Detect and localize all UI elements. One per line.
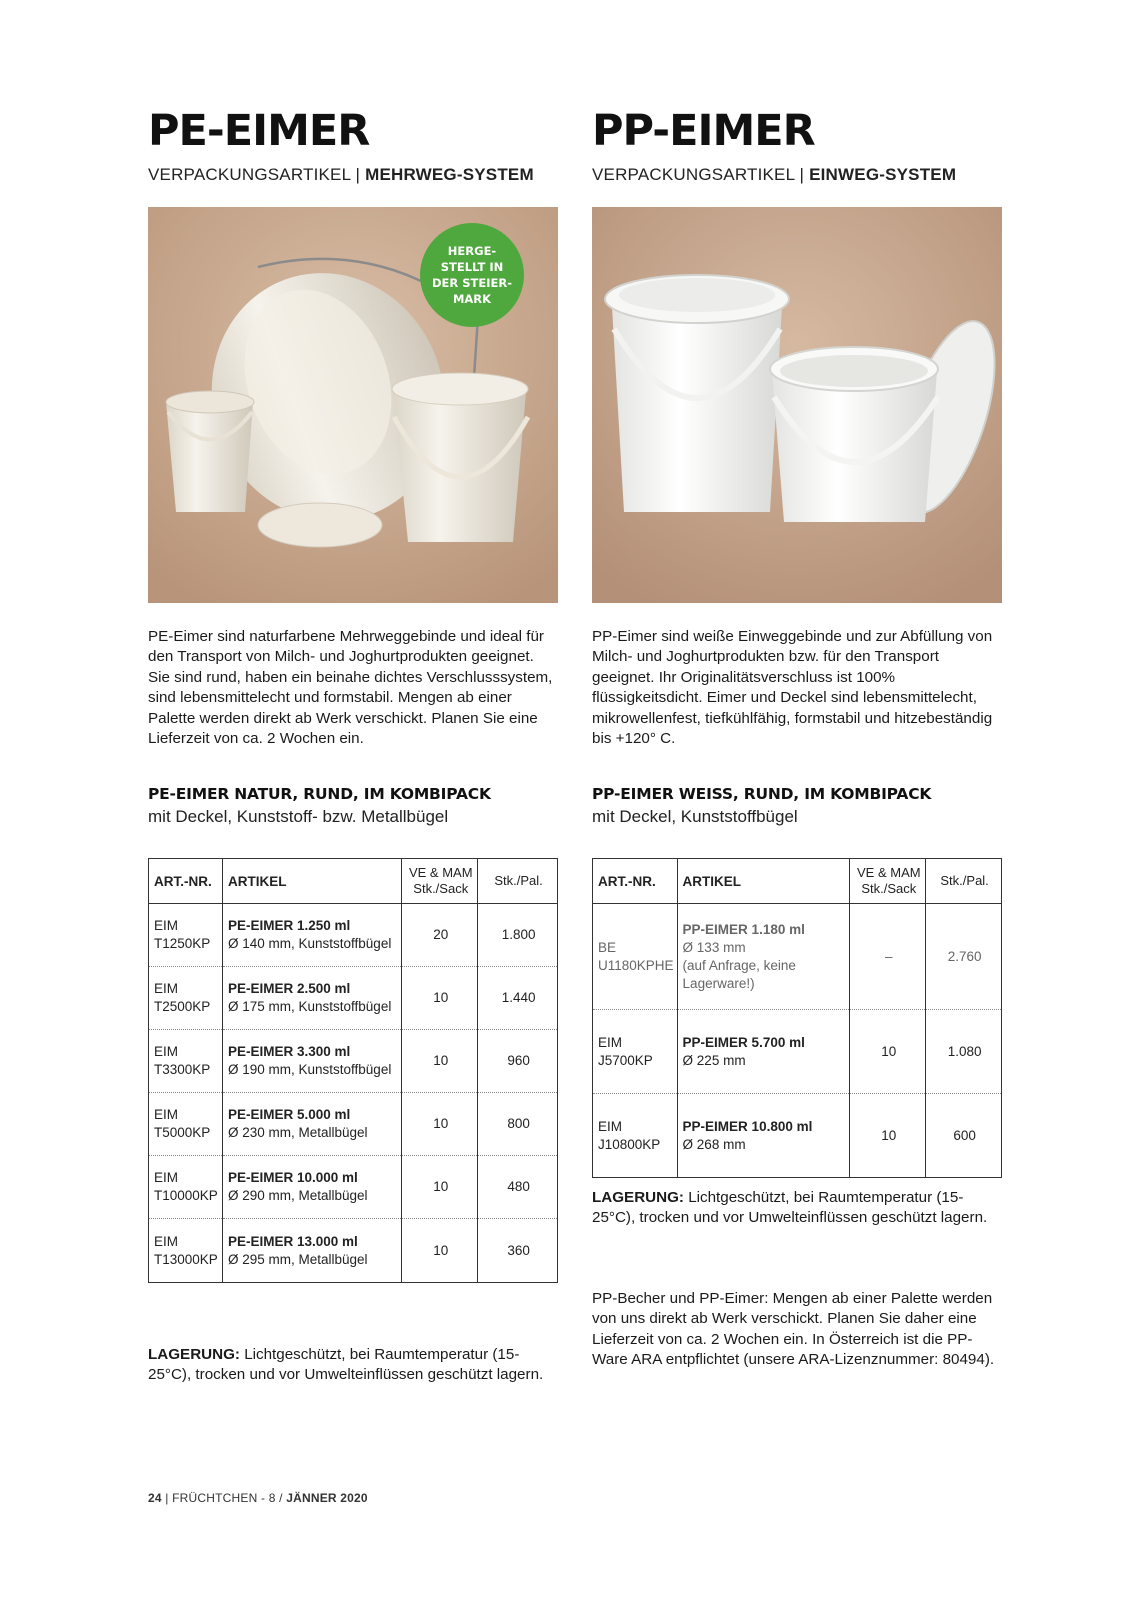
cell-ve: 10 bbox=[402, 1156, 478, 1219]
cell-artikel: PP-EIMER 5.700 ml Ø 225 mm bbox=[677, 1010, 850, 1094]
pe-storage-note: LAGERUNG: Lichtgeschützt, bei Raumtemperatur (15-25°C), trocken und vor Umwelteinflüssen geschützt lagern. bbox=[148, 1346, 544, 1384]
badge-line: MARK bbox=[452, 292, 492, 306]
col-header-art: ART.-NR. bbox=[593, 859, 678, 904]
table-header-row bbox=[593, 859, 1002, 904]
cell-ve: 10 bbox=[402, 967, 478, 1030]
table-row bbox=[149, 904, 558, 967]
table-header-row bbox=[149, 859, 558, 904]
cell-pal: 1.080 bbox=[926, 1010, 1002, 1094]
badge-line: DER STEIER- bbox=[431, 276, 512, 290]
pe-eimer-photo bbox=[148, 207, 558, 603]
cell-pal: 800 bbox=[478, 1093, 558, 1156]
cell-art: EIM T10000KP bbox=[149, 1156, 223, 1219]
pp-product-title: PP-EIMER WEISS, RUND, IM KOMBIPACK bbox=[592, 785, 932, 803]
pe-product-title: PE-EIMER NATUR, RUND, IM KOMBIPACK bbox=[148, 785, 491, 803]
cell-pal: 600 bbox=[926, 1094, 1002, 1178]
badge-line: HERGE- bbox=[447, 244, 497, 258]
table-row bbox=[149, 1219, 558, 1283]
cell-pal: 960 bbox=[478, 1030, 558, 1093]
cell-art: EIM T3300KP bbox=[149, 1030, 223, 1093]
pe-eimer-title: PE-EIMER bbox=[148, 106, 370, 156]
cell-pal: 1.800 bbox=[478, 904, 558, 967]
pp-eimer-subtitle bbox=[592, 165, 1002, 189]
table-row bbox=[593, 904, 1002, 1010]
cell-art: EIM T5000KP bbox=[149, 1093, 223, 1156]
subtitle-bold: MEHRWEG-SYSTEM bbox=[365, 165, 534, 184]
pp-eimer-photo bbox=[592, 207, 1002, 603]
page-number: 24 bbox=[148, 1491, 162, 1505]
subtitle-prefix: VERPACKUNGSARTIKEL | bbox=[592, 165, 810, 184]
issue-date: JÄNNER 2020 bbox=[286, 1491, 368, 1505]
cell-art: BE U1180KPHE bbox=[593, 904, 678, 1010]
cell-art: EIM T2500KP bbox=[149, 967, 223, 1030]
pe-product-subtitle: mit Deckel, Kunststoff- bzw. Metallbügel bbox=[148, 807, 449, 826]
col-header-pal: Stk./Pal. bbox=[478, 859, 558, 904]
cell-artikel: PE-EIMER 5.000 ml Ø 230 mm, Metallbügel bbox=[222, 1093, 401, 1156]
table-row bbox=[149, 1156, 558, 1219]
cell-art: EIM T13000KP bbox=[149, 1219, 223, 1283]
pe-eimer-subtitle bbox=[148, 165, 558, 189]
magazine-name: FRÜCHTCHEN - 8 / bbox=[172, 1491, 287, 1505]
cell-artikel: PE-EIMER 10.000 ml Ø 290 mm, Metallbügel bbox=[222, 1156, 401, 1219]
cell-art: EIM J5700KP bbox=[593, 1010, 678, 1094]
col-header-ve: VE & MAM Stk./Sack bbox=[402, 859, 478, 904]
subtitle-prefix: VERPACKUNGSARTIKEL | bbox=[148, 165, 366, 184]
pp-buckets-illustration bbox=[592, 207, 1002, 603]
pp-storage-note: LAGERUNG: Lichtgeschützt, bei Raumtemperatur (15-25°C), trocken und vor Umwelteinflüssen geschützt lagern. bbox=[592, 1189, 988, 1227]
cell-pal: 480 bbox=[478, 1156, 558, 1219]
cell-artikel: PE-EIMER 13.000 ml Ø 295 mm, Metallbügel bbox=[222, 1219, 401, 1283]
cell-ve: 10 bbox=[402, 1093, 478, 1156]
table-row bbox=[149, 967, 558, 1030]
table-row bbox=[593, 1010, 1002, 1094]
pp-eimer-description: PP-Eimer sind weiße Einweggebinde und zur Abfüllung von Milch- und Joghurtprodukten bzw. für den Transport geeignet. Ihr Originalitätsverschluss ist 100% flüssigkeitsdicht. Eimer und Deckel sind lebensmittelecht, mikrowellenfest, tiefkühlfähig, formstabil und hitzebeständig bis +120° C. bbox=[592, 628, 993, 748]
badge-line: STELLT IN bbox=[440, 260, 504, 274]
pe-eimer-table bbox=[148, 858, 558, 1283]
cell-artikel: PP-EIMER 10.800 ml Ø 268 mm bbox=[677, 1094, 850, 1178]
table-row bbox=[593, 1094, 1002, 1178]
cell-art: EIM T1250KP bbox=[149, 904, 223, 967]
cell-artikel: PE-EIMER 2.500 ml Ø 175 mm, Kunststoffbügel bbox=[222, 967, 401, 1030]
col-header-ve: VE & MAM Stk./Sack bbox=[850, 859, 926, 904]
pp-eimer-title: PP-EIMER bbox=[592, 106, 815, 156]
pp-delivery-note: PP-Becher und PP-Eimer: Mengen ab einer Palette werden von uns direkt ab Werk verschickt. Planen Sie daher eine Lieferzeit von ca. 2 Wochen ein. In Österreich ist die PP-Ware ARA entpflichtet (unsere ARA-Lizenznummer: 80494). bbox=[592, 1290, 995, 1369]
cell-artikel: PE-EIMER 3.300 ml Ø 190 mm, Kunststoffbügel bbox=[222, 1030, 401, 1093]
cell-ve: 10 bbox=[850, 1010, 926, 1094]
made-in-styria-badge bbox=[420, 223, 524, 327]
col-header-pal: Stk./Pal. bbox=[926, 859, 1002, 904]
pp-eimer-table bbox=[592, 858, 1002, 1178]
pp-eimer-column bbox=[592, 105, 1002, 1369]
cell-artikel: PP-EIMER 1.180 ml Ø 133 mm (auf Anfrage, keine Lagerware!) bbox=[677, 904, 850, 1010]
cell-pal: 1.440 bbox=[478, 967, 558, 1030]
cell-pal: 2.760 bbox=[926, 904, 1002, 1010]
col-header-artikel: ARTIKEL bbox=[677, 859, 850, 904]
cell-ve: 10 bbox=[402, 1030, 478, 1093]
cell-art: EIM J10800KP bbox=[593, 1094, 678, 1178]
col-header-art: ART.-NR. bbox=[149, 859, 223, 904]
cell-ve: 20 bbox=[402, 904, 478, 967]
cell-ve: 10 bbox=[850, 1094, 926, 1178]
table-row bbox=[149, 1030, 558, 1093]
cell-artikel: PE-EIMER 1.250 ml Ø 140 mm, Kunststoffbügel bbox=[222, 904, 401, 967]
footer-separator: | bbox=[161, 1491, 173, 1505]
pe-eimer-description: PE-Eimer sind naturfarbene Mehrweggebinde und ideal für den Transport von Milch- und Joghurtprodukten geeignet. Sie sind rund, haben ein beinahe dichtes Verschlusssystem, sind lebensmittelecht und formstabil. Mengen ab einer Palette werden direkt ab Werk verschickt. Planen Sie eine Lieferzeit von ca. 2 Wochen ein. bbox=[148, 628, 553, 748]
pe-eimer-column bbox=[148, 105, 558, 1384]
page-footer bbox=[148, 1491, 368, 1505]
table-row bbox=[149, 1093, 558, 1156]
pp-product-subtitle: mit Deckel, Kunststoffbügel bbox=[592, 807, 798, 826]
subtitle-bold: EINWEG-SYSTEM bbox=[809, 165, 957, 184]
col-header-artikel: ARTIKEL bbox=[222, 859, 401, 904]
cell-ve: 10 bbox=[402, 1219, 478, 1283]
cell-ve: – bbox=[850, 904, 926, 1010]
cell-pal: 360 bbox=[478, 1219, 558, 1283]
